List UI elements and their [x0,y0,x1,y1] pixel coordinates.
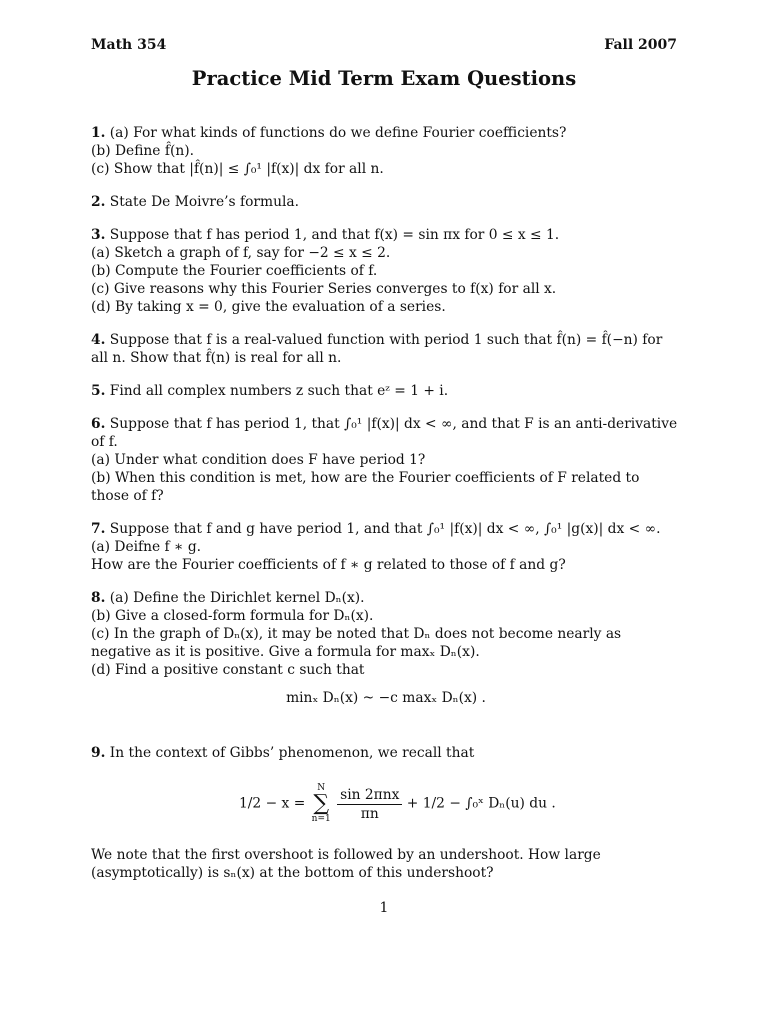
question-number: 5. [91,383,106,399]
question-8 [91,589,681,729]
equation-fraction [337,786,402,823]
question-line: In the context of Gibbs’ phenomenon, we recall that [109,745,475,761]
question-line: (b) Give a closed-form formula for Dₙ(x). [91,608,374,624]
question-6 [91,415,681,505]
question-number: 7. [91,521,106,537]
question-number: 9. [91,745,106,761]
page-header [91,37,677,57]
question-line: Suppose that f is a real-valued function with period 1 such that f̂(n) = f̂(−n) for all n. Show that f̂(n) is real for all n. [91,332,663,366]
question-number: 6. [91,416,106,432]
equation-lhs: 1/2 − x = [239,795,306,812]
question-1 [91,124,681,178]
question-line: (d) By taking x = 0, give the evaluation of a series. [91,299,446,315]
page-number: 1 [379,900,389,916]
question-line: Find all complex numbers z such that eᶻ = 1 + i. [109,383,449,399]
sum-symbol: ∑ [313,791,330,816]
question-5 [91,382,681,400]
question-line: Suppose that f has period 1, and that f(x) = sin πx for 0 ≤ x ≤ 1. [109,227,560,243]
question-7 [91,520,681,574]
question-3 [91,226,681,316]
question-number: 4. [91,332,106,348]
question-line: (a) Deifne f ∗ g. [91,539,202,555]
page-title: Practice Mid Term Exam Questions [191,67,577,90]
questions-list [91,124,681,897]
question-line: State De Moivre’s formula. [109,194,299,210]
question-line: (d) Find a positive constant c such that [91,662,365,678]
term-label: Fall 2007 [604,37,677,53]
question-line: (a) Under what condition does F have period 1? [91,452,426,468]
question-number: 1. [91,125,106,141]
sum-lower-limit: n=1 [311,814,331,824]
fraction-denominator: πn [360,805,379,822]
equation-rest: + 1/2 − ∫₀ˣ Dₙ(u) du . [406,795,556,812]
fraction-numerator: sin 2πnx [337,786,402,805]
question-line: (a) For what kinds of functions do we define Fourier coefficients? [109,125,567,141]
sum-upper-limit: N [317,783,326,793]
display-equation-text: minₓ Dₙ(x) ~ −c maxₓ Dₙ(x) . [286,690,486,706]
question-line: (b) When this condition is met, how are the Fourier coefficients of F related to those of f? [91,470,640,504]
question-line: (b) Define f̂(n). [91,143,194,159]
display-equation [91,689,681,729]
question-9 [91,744,681,882]
gibbs-equation [91,772,681,836]
question-line: (c) Give reasons why this Fourier Series converges to f(x) for all x. [91,281,557,297]
question-line: How are the Fourier coefficients of f ∗ g related to those of f and g? [91,557,566,573]
question-line: (b) Compute the Fourier coefficients of f. [91,263,378,279]
question-line: (c) In the graph of Dₙ(x), it may be noted that Dₙ does not become nearly as negative as it is positive. Give a formula for maxₓ Dₙ(x). [91,626,622,660]
question-2 [91,193,681,211]
question-number: 8. [91,590,106,606]
question-line: We note that the first overshoot is followed by an undershoot. How large (asymptotically) is sₙ(x) at the bottom of this undershoot? [91,847,601,881]
question-line: (c) Show that |f̂(n)| ≤ ∫₀¹ |f(x)| dx for all n. [91,161,384,177]
question-line: (a) Sketch a graph of f, say for −2 ≤ x ≤ 2. [91,245,391,261]
question-number: 2. [91,194,106,210]
question-number: 3. [91,227,106,243]
question-line: (a) Define the Dirichlet kernel Dₙ(x). [109,590,365,606]
course-label: Math 354 [91,37,167,53]
question-line: Suppose that f has period 1, that ∫₀¹ |f(x)| dx < ∞, and that F is an anti-derivative of f. [91,416,678,450]
question-4 [91,331,681,367]
question-line: Suppose that f and g have period 1, and that ∫₀¹ |f(x)| dx < ∞, ∫₀¹ |g(x)| dx < ∞. [109,521,661,537]
